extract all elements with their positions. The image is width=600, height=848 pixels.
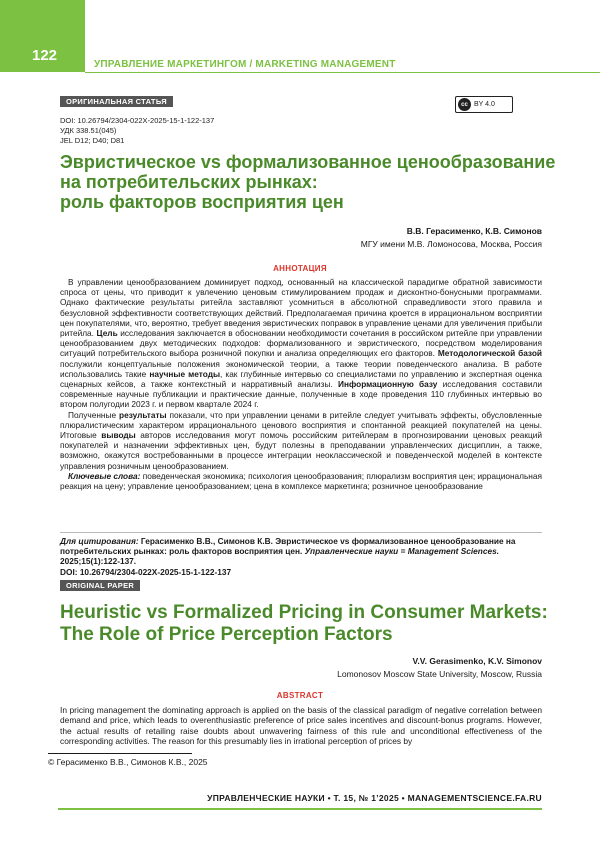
- abstract-ru-paragraph-1: В управлении ценообразованием доминирует подход, основанный на классической парадигме обратной зависимости спроса от цены, что приводит к увлечению ценовым стимулированием продаж и дисконтно-бонусными программами. Однако фактические результаты ритейла заставляют усомниться в абсолютной справедливости этого правила и безусловной эффективности соответствующих действий. Предполагаемая причина кроется в иррациональном восприятии цен покупателями, что, вероятно, требует введения эвристических поправок в управление ценами для увеличения прибыли ритейла. Цель исследования заключается в обосновании необходимости сочетания в российском ритейле при управлении ценообразованием двух методических подходов: формализованного и эвристического, посредством моделирования ситуаций потребительского выбора розничной покупки и анализа определяющих его факторов. Методологической базой послужили концептуальные положения экономической теории, а также теории поведенческого анализа. В работе использовались такие научные методы, как глубинные интервью со специалистами по управлению и экспертная оценка сценарных кейсов, а также контекстный и нарративный анализы. Информационную базу исследования составили современные научные публикации и практические данные, полученные в ходе проведения 110 глубинных интервью во втором полугодии 2023 г. и первом квартале 2024 г.: [60, 277, 542, 410]
- header-divider: [85, 72, 600, 73]
- jel: JEL D12; D40; D81: [60, 136, 125, 145]
- title-en: Heuristic vs Formalized Pricing in Consumer Markets: The Role of Price Perception Factors: [60, 602, 548, 645]
- article-meta: [60, 116, 214, 146]
- citation-divider: [60, 532, 542, 533]
- cc-license-badge[interactable]: [455, 96, 513, 113]
- abstract-en: In pricing management the dominating approach is applied on the basis of the classical paradigm of negative correlation between demand and price, which leads to overenthusiastic preference of price sales incentives and discount-bonus programs. However, the actual results of retailing raise doubts about unwavering fairness of this rule and unconditional effectiveness of the corresponding activities. The reason for this presumably lies in irrational perception of prices by: [60, 705, 542, 746]
- title-ru: Эвристическое vs формализованное ценообразование на потребительских рынках: роль факторов восприятия цен: [60, 152, 556, 212]
- copyright: © Герасименко В.В., Симонов К.В., 2025: [48, 757, 208, 767]
- abstract-en-heading: ABSTRACT: [276, 691, 324, 700]
- abstract-ru: [60, 277, 542, 491]
- citation-doi[interactable]: DOI: 10.26794/2304-022X-2025-15-1-122-137: [60, 566, 232, 577]
- page-number: 122: [32, 47, 58, 64]
- page-footer: УПРАВЛЕНЧЕСКИЕ НАУКИ • Т. 15, № 1’2025 • MANAGEMENTSCIENCE.FA.RU: [207, 793, 542, 803]
- citation-block: Для цитирования: Герасименко В.В., Симонов К.В. Эвристическое vs формализованное ценообразование на потребительских рынках: роль факторов восприятия цен. Управленческие науки = Management Sciences. 2025;15(1):122-137. DOI: 10.26794/2304-022X-2025-15-1-122-137: [60, 536, 516, 577]
- running-head: УПРАВЛЕНИЕ МАРКЕТИНГОМ / MARKETING MANAGEMENT: [94, 59, 396, 70]
- article-type-en: ORIGINAL PAPER: [60, 580, 140, 591]
- udc: УДК 338.51(045): [60, 126, 117, 135]
- keywords-ru: Ключевые слова: поведенческая экономика; психология ценообразования; плюрализм восприятия цен; иррациональная реакция на цену; управление ценообразованием; цена в комплексе маркетинга; розничное ценообразование: [60, 470, 542, 492]
- affiliation-en: Lomonosov Moscow State University, Moscow, Russia: [337, 669, 542, 679]
- abstract-ru-heading: АННОТАЦИЯ: [273, 264, 327, 273]
- abstract-ru-paragraph-2: Полученные результаты показали, что при управлении ценами в ритейле следует учитывать эффекты, обусловленные плюралистическим характером иррационального ценового восприятия и спонтанной реакцией покупателей на цены. Итоговые выводы авторов исследования могут помочь российским ритейлерам в прогнозировании ценовых реакций покупателей и назначении эффективных цен, будут полезны в преподавании управленческих дисциплин, а также, возможно, окажутся востребованными в процессе интеграции неоклассической и поведенческой моделей в контексте управления розничным ценообразованием.: [60, 409, 542, 471]
- article-type-ru: ОРИГИНАЛЬНАЯ СТАТЬЯ: [60, 96, 173, 107]
- license-text: BY 4.0: [474, 101, 495, 108]
- footer-divider: [58, 808, 542, 810]
- affiliation-ru: МГУ имени М.В. Ломоносова, Москва, Россия: [360, 239, 542, 249]
- authors-en: V.V. Gerasimenko, K.V. Simonov: [412, 656, 542, 666]
- authors-ru: В.В. Герасименко, К.В. Симонов: [406, 226, 542, 236]
- cc-icon: cc: [458, 98, 471, 111]
- copyright-divider: [48, 753, 192, 754]
- doi: DOI: 10.26794/2304-022X-2025-15-1-122-137: [60, 116, 215, 125]
